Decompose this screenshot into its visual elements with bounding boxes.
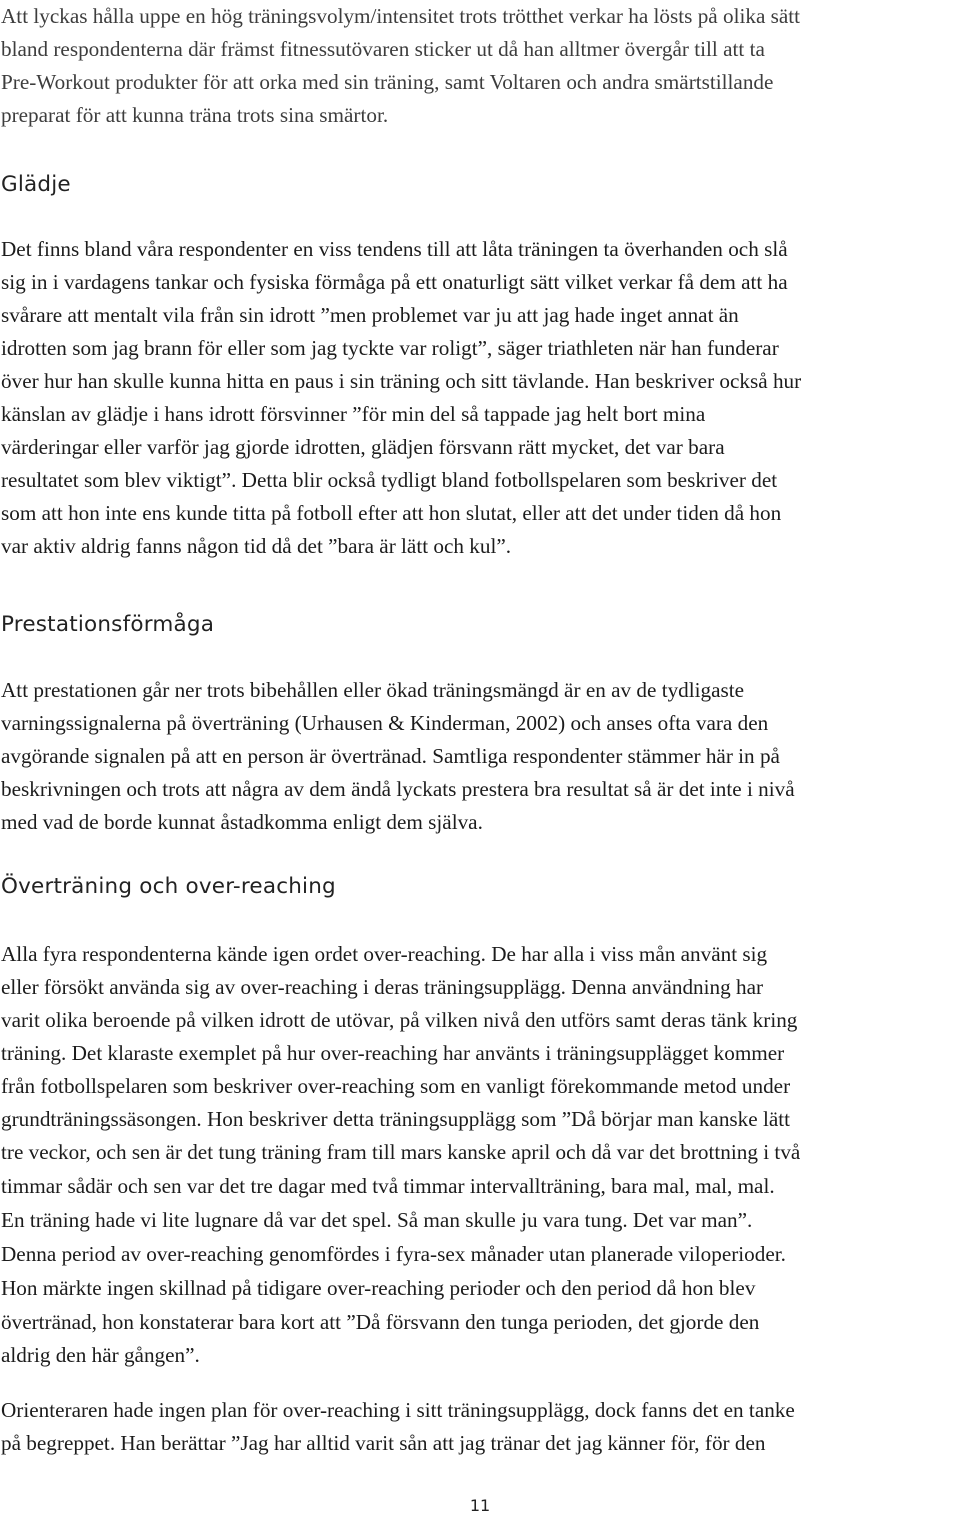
text-line: tre veckor, och sen är det tung träning fram till mars kanske april och då var det brottning i två [1, 1140, 801, 1164]
text-line: Att prestationen går ner trots bibehållen eller ökad träningsmängd är en av de tydligaste [1, 678, 745, 702]
text-line: Denna period av over-reaching genomfördes i fyra-sex månader utan planerade viloperioder. [1, 1242, 786, 1266]
text-line: Orienteraren hade ingen plan för over-reaching i sitt träningsupplägg, dock fanns det en tanke [1, 1398, 795, 1422]
text-line: En träning hade vi lite lugnare då var det spel. Så man skulle ju vara tung. Det var man”. [1, 1208, 753, 1232]
text-line: känslan av glädje i hans idrott försvinner ”för min del så tappade jag helt bort mina [1, 402, 706, 426]
text-line: med vad de borde kunnat åstadkomma enligt dem själva. [1, 810, 483, 834]
text-line: från fotbollspelaren som beskriver over-reaching som en vanligt förekommande metod under [1, 1074, 791, 1098]
text-line: Pre-Workout produkter för att orka med sin träning, samt Voltaren och andra smärtstillande [1, 70, 774, 94]
text-line: på begreppet. Han berättar ”Jag har alltid varit sån att jag tränar det jag känner för, för den [1, 1431, 766, 1455]
text-line: preparat för att kunna träna trots sina smärtor. [1, 103, 389, 127]
text-line: varningssignalerna på överträning (Urhausen & Kinderman, 2002) och anses ofta vara den [1, 711, 769, 735]
text-line: svårare att mentalt vila från sin idrott ”men problemet var ju att jag hade inget annat än [1, 303, 739, 327]
text-line: som att hon inte ens kunde titta på fotboll efter att hon slutat, eller att det under tiden då hon [1, 501, 782, 525]
text-line: Att lyckas hålla uppe en hög träningsvolym/intensitet trots trötthet verkar ha lösts på olika sätt [1, 4, 801, 28]
text-line: grundträningssäsongen. Hon beskriver detta träningsupplägg som ”Då börjar man kanske lätt [1, 1107, 791, 1131]
text-line: övertränad, hon konstaterar bara kort att ”Då försvann den tunga perioden, det gjorde den [1, 1310, 760, 1334]
text-line: varit olika beroende på vilken idrott de utövar, på vilken nivå den utförs samt deras tänk kring [1, 1008, 798, 1032]
page-number: 11 [469, 1496, 491, 1515]
section-heading-gladje: Glädje [1, 172, 71, 197]
text-line: idrotten som jag brann för eller som jag tyckte var roligt”, säger triathleten när han funderar [1, 336, 779, 360]
text-line: Det finns bland våra respondenter en viss tendens till att låta träningen ta överhanden och slå [1, 237, 788, 261]
text-line: aldrig den här gången”. [1, 1343, 200, 1367]
section-heading-prestationsformaga: Prestationsförmåga [1, 612, 215, 637]
text-line: eller försökt använda sig av over-reaching i deras träningsupplägg. Denna användning har [1, 975, 764, 999]
text-line: värderingar eller varför jag gjorde idrotten, glädjen försvann rätt mycket, det var bara [1, 435, 725, 459]
text-line: avgörande signalen på att en person är övertränad. Samtliga respondenter stämmer här in på [1, 744, 780, 768]
text-line: över hur han skulle kunna hitta en paus i sin träning och sitt tävlande. Han beskriver också hur [1, 369, 802, 393]
text-line: Hon märkte ingen skillnad på tidigare over-reaching perioder och den period då hon blev [1, 1276, 756, 1300]
text-line: Alla fyra respondenterna kände igen ordet over-reaching. De har alla i viss mån använt sig [1, 942, 768, 966]
text-line: träning. Det klaraste exemplet på hur over-reaching har använts i träningsupplägget kommer [1, 1041, 785, 1065]
text-line: timmar sådär och sen var det tre dagar med två timmar intervallträning, bara mal, mal, mal. [1, 1174, 775, 1198]
text-line: resultatet som blev viktigt”. Detta blir också tydligt bland fotbollspelaren som beskriver det [1, 468, 778, 492]
text-line: beskrivningen och trots att några av dem ändå lyckats prestera bra resultat så är det inte i nivå [1, 777, 795, 801]
text-line: var aktiv aldrig fanns någon tid då det ”bara är lätt och kul”. [1, 534, 512, 558]
section-heading-overtraning: Överträning och over-reaching [1, 874, 336, 899]
text-line: bland respondenterna där främst fitnessutövaren sticker ut då han alltmer övergår till att ta [1, 37, 765, 61]
text-line: sig in i vardagens tankar och fysiska förmåga på ett onaturligt sätt vilket verkar få dem att ha [1, 270, 788, 294]
